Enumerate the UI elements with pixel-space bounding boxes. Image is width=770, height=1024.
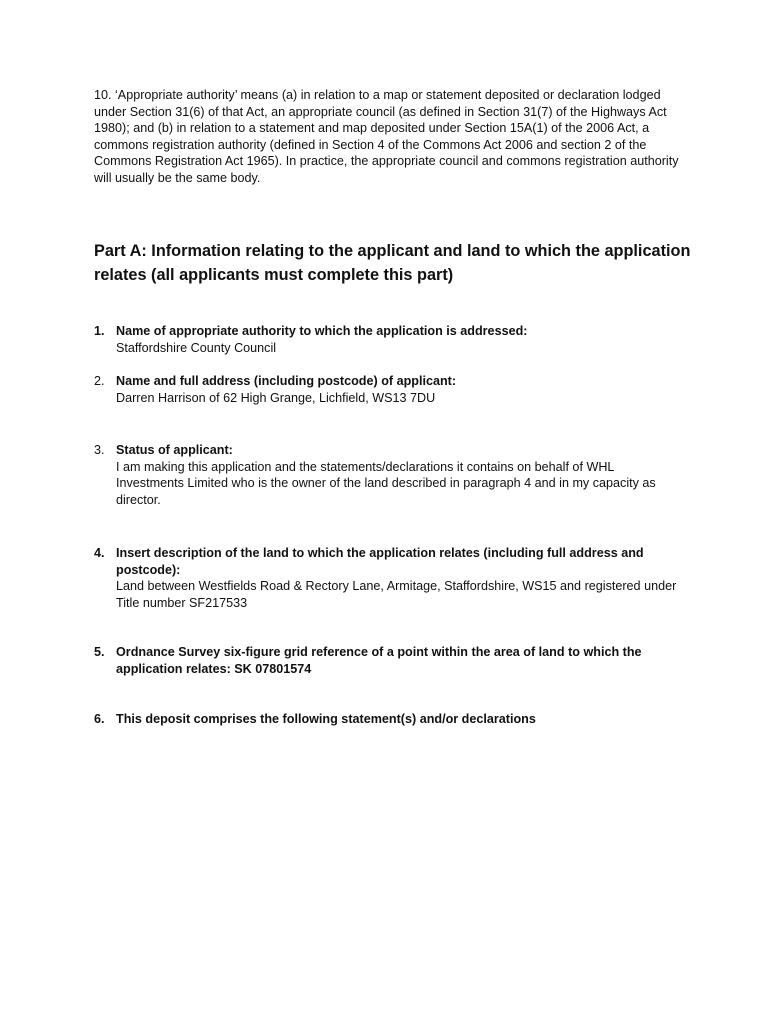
list-item-status <box>94 442 684 508</box>
list-item-grid-reference <box>94 644 684 677</box>
item-number: 2. <box>94 374 105 388</box>
item-answer: Land between Westfields Road & Rectory Lane, Armitage, Staffordshire, WS15 and registered under Title number SF217533 <box>116 579 677 610</box>
item-number: 4. <box>94 546 105 560</box>
list-item-land-description <box>94 545 684 611</box>
item-answer: I am making this application and the statements/declarations it contains on behalf of WHL Investments Limited who is the owner of the land described in paragraph 4 and in my capacity as director. <box>116 459 656 507</box>
item-answer: Darren Harrison of 62 High Grange, Lichfield, WS13 7DU <box>116 390 436 405</box>
item-question: Name of appropriate authority to which the application is addressed: <box>116 324 528 338</box>
item-question: Insert description of the land to which the application relates (including full address and postcode): <box>116 546 644 577</box>
footnote-10: 10. ‘Appropriate authority’ means (a) in relation to a map or statement deposited or declaration lodged under Section 31(6) of that Act, an appropriate council (as defined in Section 31(7) of the Highways Act 1980); and (b) in relation to a statement and map deposited under Section 15A(1) of the 2006 Act, a commons registration authority (defined in Section 4 of the Commons Act 2006 and section 2 of the Commons Registration Act 1965). In practice, the appropriate council and commons registration authority will usually be the same body. <box>94 88 679 185</box>
item-question: This deposit comprises the following statement(s) and/or declarations <box>116 712 536 726</box>
item-question: Ordnance Survey six-figure grid reference of a point within the area of land to which the application relates: SK 07801574 <box>116 645 642 676</box>
list-item-authority <box>94 323 684 356</box>
item-question: Status of applicant: <box>116 443 233 457</box>
list-item-applicant <box>94 373 684 406</box>
item-number: 5. <box>94 645 105 659</box>
item-answer: Staffordshire County Council <box>116 340 277 355</box>
item-number: 6. <box>94 712 105 726</box>
item-number: 3. <box>94 443 105 457</box>
list-item-deposit <box>94 711 684 728</box>
item-question: Name and full address (including postcode) of applicant: <box>116 374 457 388</box>
item-number: 1. <box>94 324 105 338</box>
part-a-heading: Part A: Information relating to the applicant and land to which the application relates (all applicants must complete this part) <box>94 242 691 284</box>
